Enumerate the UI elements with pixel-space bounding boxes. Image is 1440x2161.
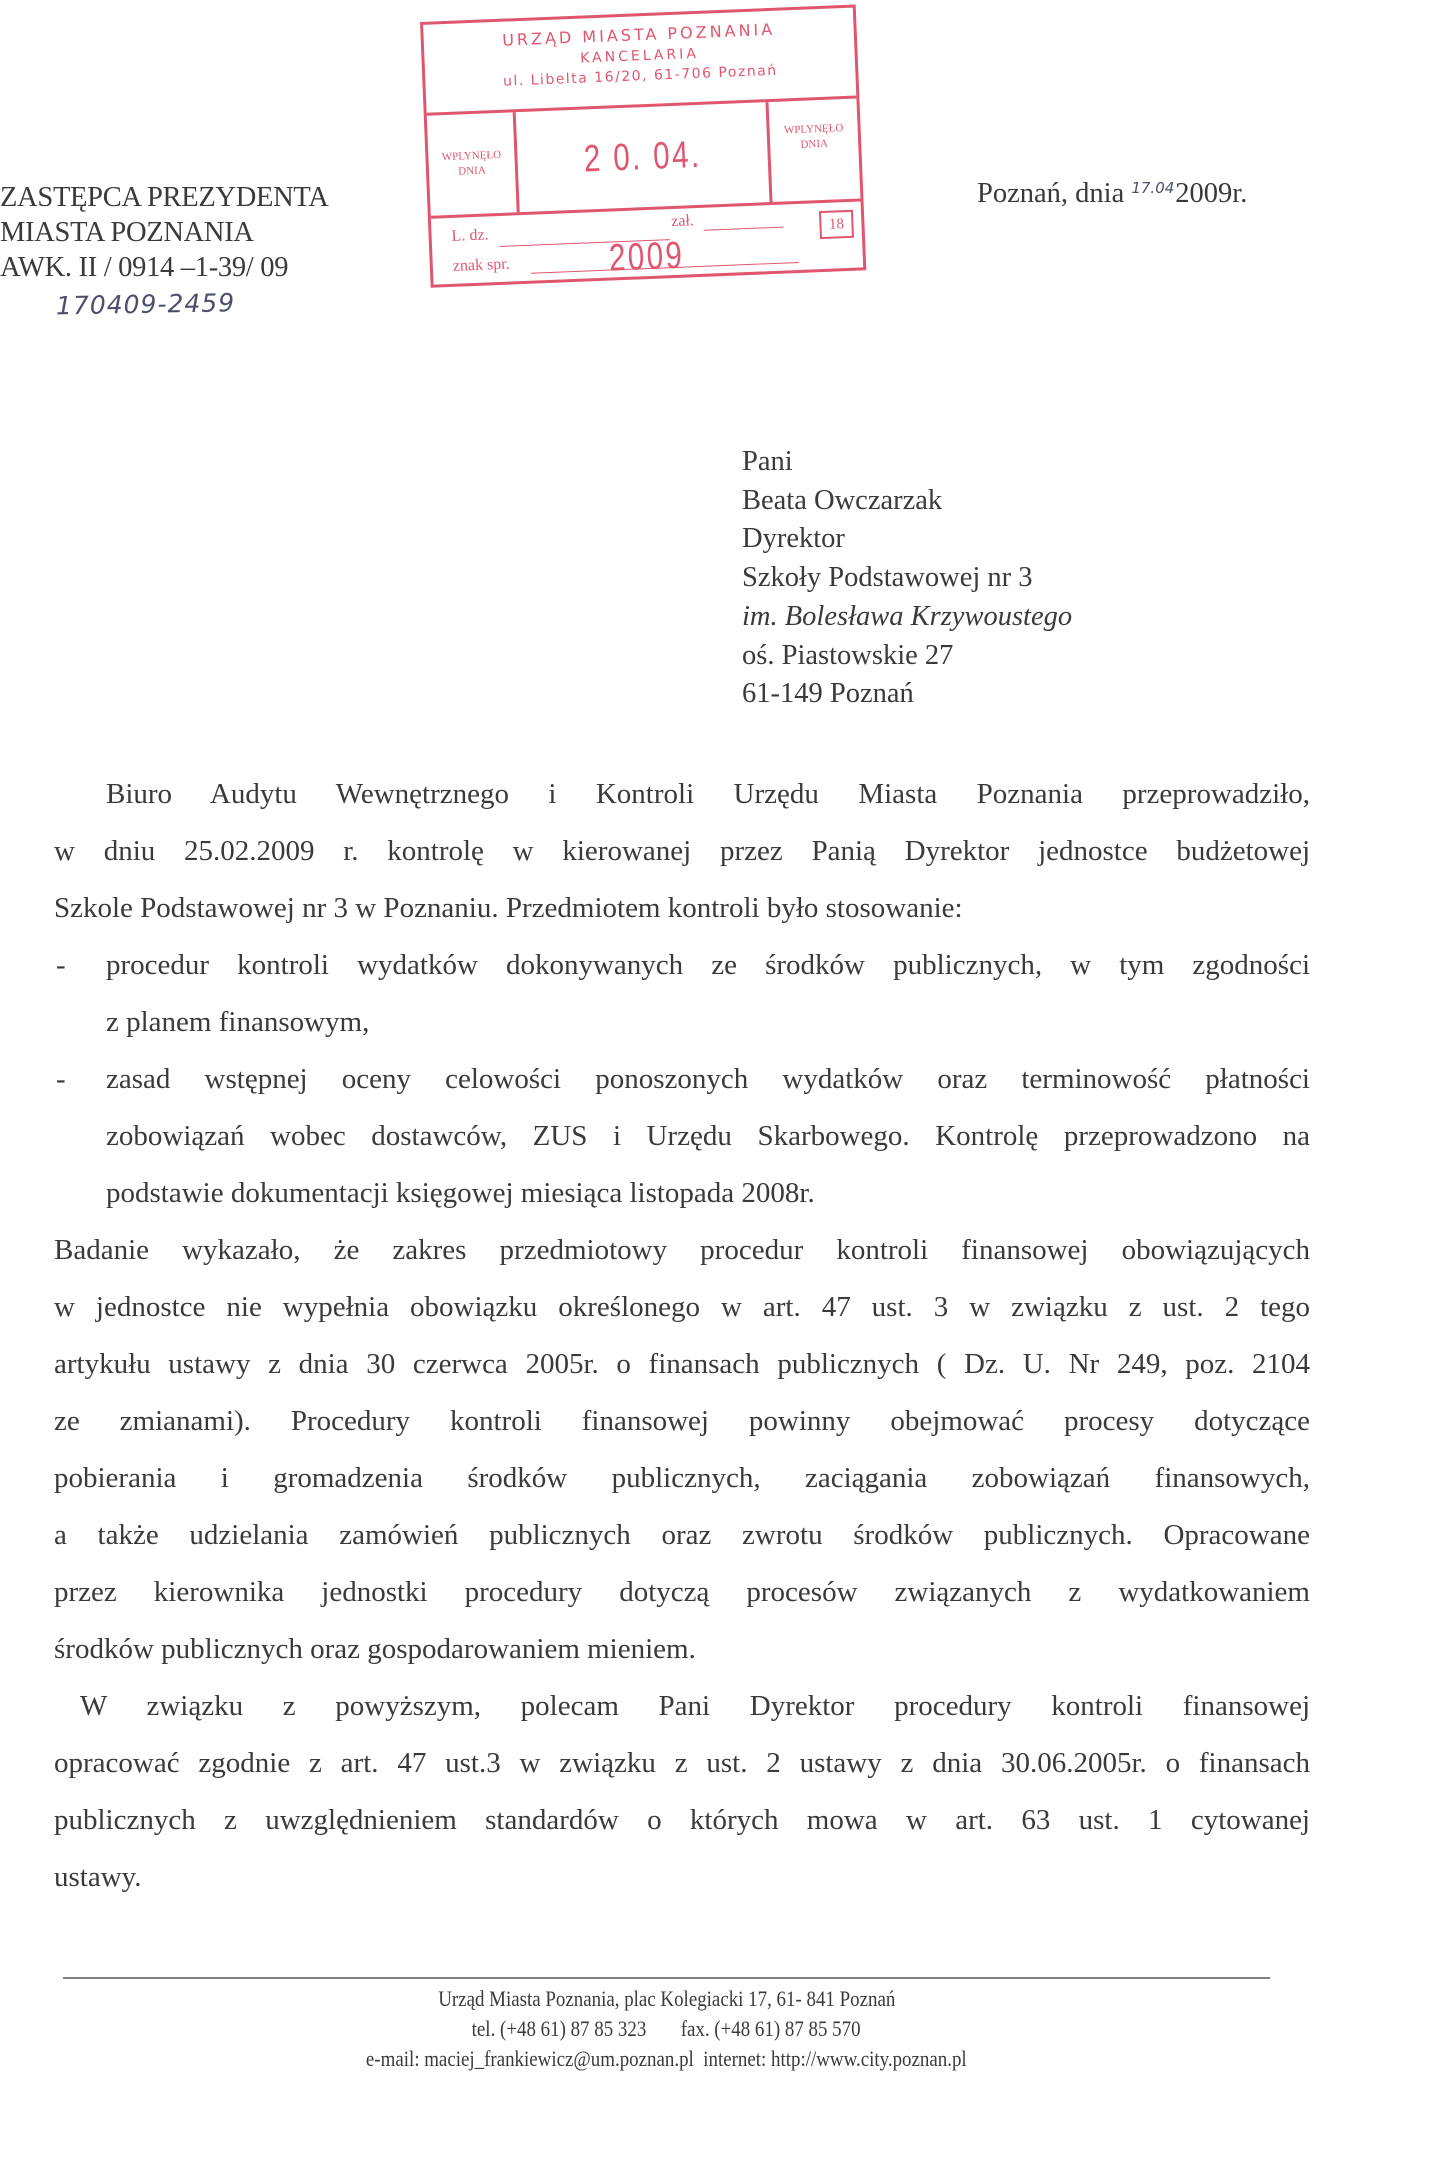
- body-line: [54, 1055, 1310, 1112]
- stamp-znak-label: znak spr.: [452, 255, 511, 275]
- stamp-ldz-label: L. dz.: [451, 226, 489, 245]
- body-line: publicznych z uwzględnieniem standardów o których mowa w art. 63 ust. 1 cytowanej: [54, 1804, 1310, 1836]
- body-line: w dniu 25.02.2009 r. kontrolę w kierowanej przez Panią Dyrektor jednostce budżetowej: [54, 835, 1310, 867]
- stamp-label-text: DNIA: [800, 137, 829, 151]
- letterhead-footer: [63, 1984, 1270, 2074]
- addressee-city: 61-149 Poznań: [742, 678, 914, 710]
- addressee-salutation: Pani: [742, 446, 793, 477]
- body-line: ustawy.: [54, 1861, 142, 1893]
- list-item: [54, 941, 1310, 1055]
- stamp-ldz-line: [500, 239, 670, 247]
- reference-number: AWK. II / 0914 –1-39/ 09: [0, 252, 289, 283]
- addressee-position: Dyrektor: [742, 523, 845, 555]
- sender-title: ZASTĘPCA PREZYDENTA: [0, 182, 329, 213]
- addressee-street: oś. Piastowskie 27: [742, 639, 954, 671]
- body-line: zobowiązań wobec dostawców, ZUS i Urzędu Skarbowego. Kontrolę przeprowadzono na: [106, 1120, 1310, 1152]
- body-line: podstawie dokumentacji księgowej miesiąca listopada 2008r.: [106, 1177, 815, 1209]
- stamp-znak-line: [531, 262, 799, 274]
- footer-tel: tel. (+48 61) 87 85 323: [472, 2016, 647, 2041]
- letter-date: [977, 178, 1247, 210]
- body-line: artykułu ustawy z dnia 30 czerwca 2005r. o finansach publicznych ( Dz. U. Nr 249, poz. 2104: [54, 1348, 1310, 1380]
- stamp-received-label-left: [427, 112, 520, 215]
- paragraph-1: [54, 770, 1310, 941]
- handwritten-registration-number: 170409-2459: [55, 288, 236, 321]
- body-line: w jednostce nie wypełnia obowiązku określonego w art. 47 ust. 3 w związku z ust. 2 tego: [54, 1291, 1310, 1323]
- stamp-header: [423, 8, 856, 116]
- footer-fax: fax. (+48 61) 87 85 570: [681, 2016, 861, 2041]
- body-line: W związku z powyższym, polecam Pani Dyrektor procedury kontroli finansowej: [80, 1690, 1310, 1722]
- stamp-received-label-right: [765, 99, 860, 203]
- addressee-name: Beata Owczarzak: [742, 484, 943, 516]
- list-item: [54, 1055, 1310, 1226]
- stamp-number-box: 18: [819, 210, 854, 239]
- body-line: opracować zgodnie z art. 47 ust.3 w związku z ust. 2 ustawy z dnia 30.06.2005r. o finansach: [54, 1747, 1310, 1779]
- date-year: 2009r.: [1175, 178, 1248, 209]
- stamp-zal-line: [704, 227, 784, 231]
- footer-phones: [472, 2014, 861, 2044]
- letter-body: [54, 770, 1310, 1910]
- stamp-office: URZĄD MIASTA POZNANIA: [501, 19, 776, 50]
- stamp-department: KANCELARIA: [579, 45, 700, 67]
- paragraph-3: [54, 1682, 1310, 1910]
- body-line: środków publicznych oraz gospodarowaniem mieniem.: [54, 1633, 696, 1665]
- item-text: procedur kontroli wydatków dokonywanych ze środków publicznych, w tym zgodności: [106, 949, 1310, 981]
- footer-divider: [63, 1977, 1270, 1979]
- body-line: z planem finansowym,: [106, 1006, 370, 1038]
- addressee-school: Szkoły Podstawowej nr 3: [742, 562, 1033, 594]
- footer-internet: internet: http://www.city.poznan.pl: [703, 2046, 967, 2071]
- stamp-received-date: 2 0. 04. 2009: [583, 133, 703, 280]
- item-text: zasad wstępnej oceny celowości ponoszonych wydatków oraz terminowość płatności: [106, 1063, 1310, 1095]
- stamp-zal-label: zał.: [670, 212, 695, 231]
- body-line: ze zmianami). Procedury kontroli finansowej powinny obejmować procesy dotyczące: [54, 1405, 1310, 1437]
- addressee-school-patron: im. Bolesława Krzywoustego: [742, 600, 1073, 632]
- body-line: Biuro Audytu Wewnętrznego i Kontroli Urzędu Miasta Poznania przeprowadziło,: [106, 778, 1310, 810]
- body-line: Badanie wykazało, że zakres przedmiotowy procedur kontroli finansowej obowiązujących: [54, 1234, 1310, 1266]
- body-line: przez kierownika jednostki procedury dotyczą procesów związanych z wydatkowaniem: [54, 1576, 1310, 1608]
- handwritten-day-month: 17.04: [1131, 179, 1175, 197]
- stamp-label-text: WPLYNĘŁO: [783, 122, 844, 137]
- footer-email: e-mail: maciej_frankiewicz@um.poznan.pl: [366, 2046, 695, 2071]
- stamp-label-text: DNIA: [458, 164, 487, 178]
- bullet-dash: -: [56, 1063, 66, 1095]
- body-line: a także udzielania zamówień publicznych oraz zwrotu środków publicznych. Opracowane: [54, 1519, 1310, 1551]
- date-prefix: Poznań, dnia: [977, 178, 1125, 209]
- addressee-block: [742, 443, 1072, 714]
- body-line: Szkole Podstawowej nr 3 w Poznaniu. Przedmiotem kontroli było stosowanie:: [54, 892, 963, 924]
- stamp-address: ul. Libelta 16/20, 61-706 Poznań: [502, 62, 778, 90]
- footer-address: Urząd Miasta Poznania, plac Kolegiacki 17, 61- 841 Poznań: [437, 1986, 896, 2011]
- paragraph-2: [54, 1226, 1310, 1682]
- sender-block: [0, 180, 329, 321]
- received-stamp: [420, 5, 866, 288]
- bullet-dash: -: [56, 949, 66, 981]
- footer-contact: [366, 2044, 967, 2074]
- body-line: [54, 941, 1310, 998]
- stamp-label-text: WPLYNĘŁO: [441, 148, 502, 164]
- sender-city: MIASTA POZNANIA: [0, 217, 254, 248]
- body-line: pobierania i gromadzenia środków publicznych, zaciągania zobowiązań finansowych,: [54, 1462, 1310, 1494]
